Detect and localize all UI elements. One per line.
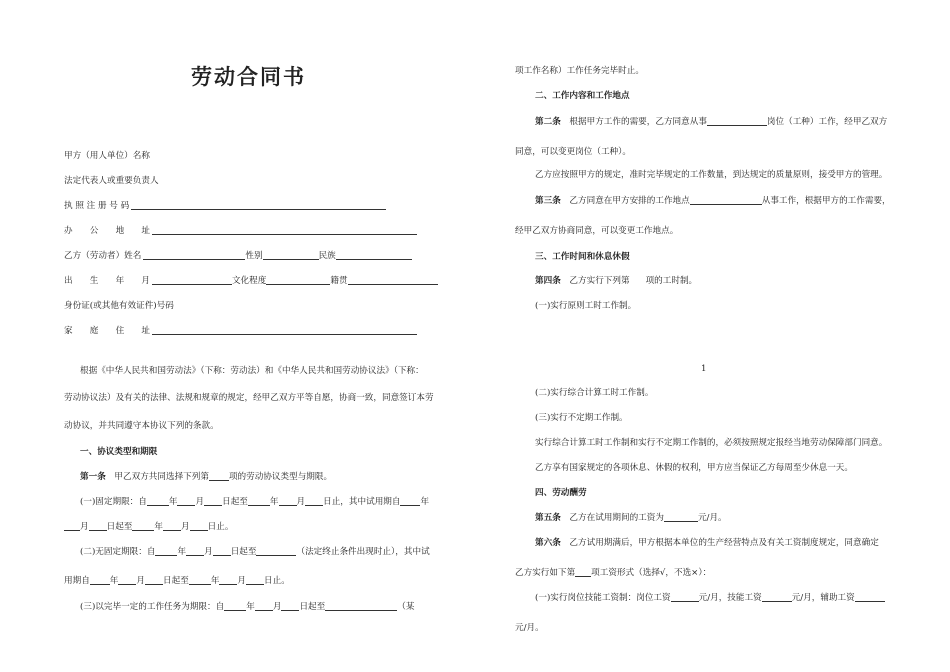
body-text: 项工作名称）工作任务完毕时止。 [515,66,644,76]
section-heading: 三、工作时间和休息休假 [535,252,630,262]
employer-field: 甲方（用人单位）名称 [64,151,150,161]
body-text: 实行综合计算工时工作制和实行不定期工作制的，必须按照规定报经当地劳动保障部门同意。 [535,438,888,448]
article-3: 第三条 乙方同意在甲方安排的工作地点 从事工作，根据甲方的工作需要， [535,196,891,206]
birth-field: 出 生 年 月 文化程度 籍贯 [64,275,438,287]
article-2: 第二条 根据甲方工作的需要，乙方同意从事 岗位（工种）工作，经甲乙双方 [535,117,888,127]
article-6: 第六条 乙方试用期满后，甲方根据本单位的生产经营特点及有关工资制度规定，同意确定 [535,538,879,548]
legal-rep-field: 法定代表人或重要负责人 [64,176,159,186]
office-field: 办 公 地 址 [64,225,417,237]
section-heading: 四、劳动酬劳 [535,488,587,498]
body-text: 乙方享有国家规定的各项休息、休假的权利，甲方应当保证乙方每周至少休息一天。 [535,463,853,473]
body-text: 同意，可以变更岗位（工种）。 [515,147,632,157]
open-term-line: 用期自 年 月 日起至 年 月 日止。 [64,576,290,586]
home-field: 家 庭 住 址 [64,325,417,337]
body-text: (二)实行综合计算工时工作制。 [535,388,654,398]
license-field: 执 照 注 册 号 码 [64,200,386,212]
section-heading: 二、工作内容和工作地点 [535,91,630,101]
id-field: 身份证(或其他有效证件)号码 [64,301,174,311]
body-text: 乙方实行如下第 项工资形式（选择√，不选×）： [515,568,712,578]
section-heading: 一、协议类型和期限 [80,447,158,457]
body-text: (一)实行原则工时工作制。 [535,301,637,311]
body-text: 经甲乙双方协商同意，可以变更工作地点。 [515,226,679,236]
article-5: 第五条 乙方在试用期间的工资为 元/月。 [535,513,727,523]
body-text: 乙方应按照甲方的规定，准时完毕规定的工作数量，到达规定的质量原则，接受甲方的管理。 [535,170,888,180]
task-term-line: (三)以完毕一定的工作任务为期限：自 年 月 日起至 （某 [80,602,415,612]
fixed-term-line: 月 日起至 年 月 日止。 [64,521,233,533]
article-1: 第一条 甲乙双方共同选择下列第 项的劳动协议类型与期限。 [80,472,333,482]
employee-field: 乙方（劳动者）姓名 性别 民族 [64,250,412,262]
body-text: 元/月。 [515,623,544,633]
body-text: (一)实行岗位技能工资制：岗位工资 元/月，技能工资 元/月，辅助工资 [535,592,885,604]
page-right [475,0,950,672]
open-term-line: (二)无固定期限：自 年 月 日起至 （法定终止条件出现时止），其中试 [80,547,430,557]
intro-text: 动协议，并共同遵守本协议下列的条款。 [64,421,219,431]
page-number: 1 [701,364,707,374]
body-text: (三)实行不定期工作制。 [535,413,628,423]
intro-text: 根据《中华人民共和国劳动法》（下称：劳动法）和《中华人民共和国劳动协议法》（下称： [80,366,424,376]
article-4: 第四条 乙方实行下列第 项的工时制。 [535,276,698,286]
fixed-term-line: (一)固定期限：自 年 月 日起至 年 月 日止，其中试用期自 年 [80,497,430,507]
document-title: 劳动合同书 [191,64,306,89]
intro-text: 劳动协议法）及有关的法律、法规和规章的规定，经甲乙双方平等自愿，协商一致，同意签订本劳 [64,393,434,403]
